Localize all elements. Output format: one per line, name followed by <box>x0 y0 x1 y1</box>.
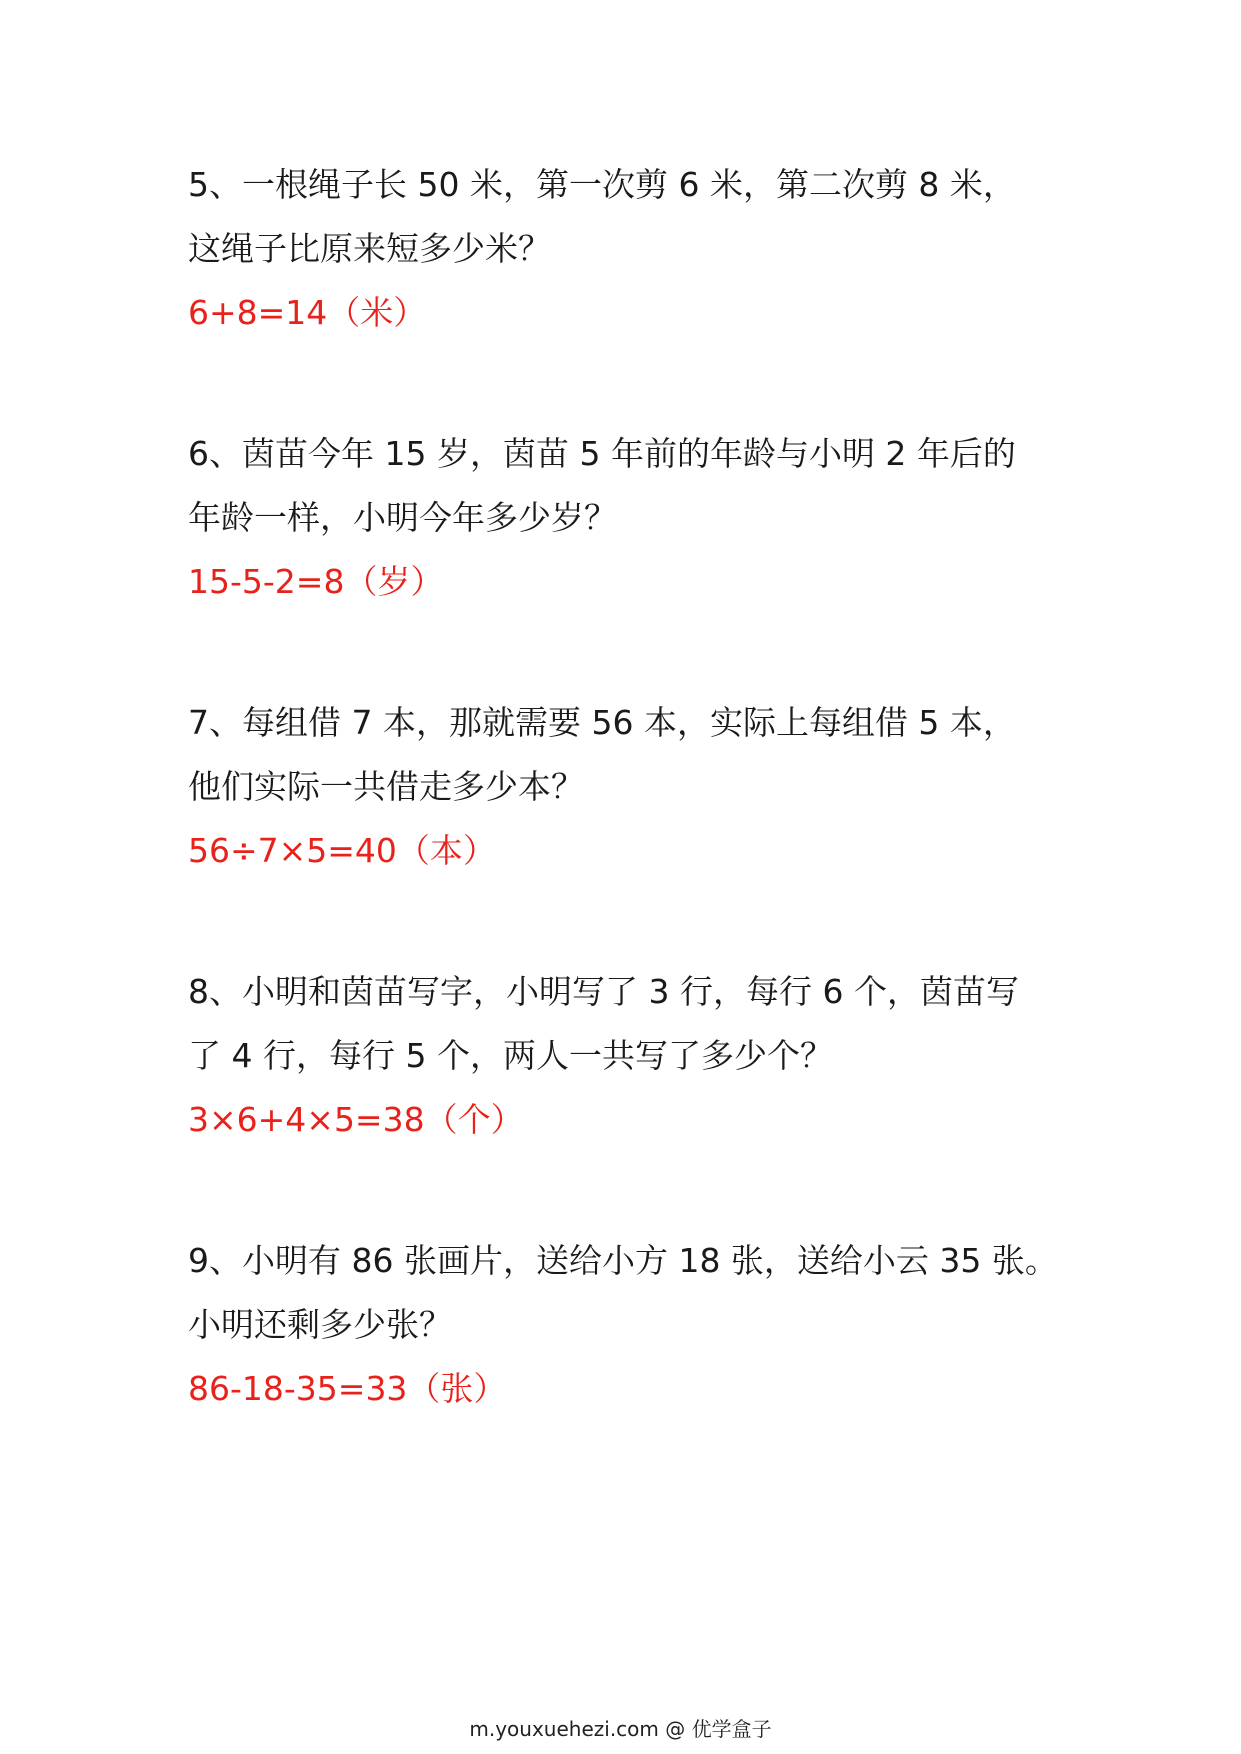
answer-line: 3×6+4×5=38（个） <box>188 1100 524 1139</box>
problem-8 <box>188 960 1088 1152</box>
problem-9 <box>188 1229 1088 1421</box>
problem-5 <box>188 153 1088 345</box>
question-line: 6、茵苗今年 15 岁，茵苗 5 年前的年龄与小明 2 年后的 <box>188 434 1016 473</box>
problem-6 <box>188 422 1088 614</box>
question-line: 8、小明和茵苗写字，小明写了 3 行，每行 6 个，茵苗写 <box>188 972 1019 1011</box>
question-line: 了 4 行，每行 5 个，两人一共写了多少个？ <box>188 1036 833 1075</box>
question-line: 他们实际一共借走多少本？ <box>188 767 584 806</box>
footer-watermark: m.youxuehezi.com @ 优学盒子 <box>469 1717 772 1741</box>
question-line: 年龄一样，小明今年多少岁？ <box>188 498 617 537</box>
answer-line: 86-18-35=33（张） <box>188 1369 507 1408</box>
answer-line: 56÷7×5=40（本） <box>188 831 496 870</box>
answer-line: 15-5-2=8（岁） <box>188 562 444 601</box>
question-line: 这绳子比原来短多少米？ <box>188 229 551 268</box>
problem-7 <box>188 691 1088 883</box>
question-line: 小明还剩多少张？ <box>188 1305 452 1344</box>
answer-line: 6+8=14（米） <box>188 293 427 332</box>
question-line: 7、每组借 7 本，那就需要 56 本，实际上每组借 5 本， <box>188 703 1016 742</box>
question-line: 5、一根绳子长 50 米，第一次剪 6 米，第二次剪 8 米， <box>188 165 1016 204</box>
question-line: 9、小明有 86 张画片，送给小方 18 张，送给小云 35 张。 <box>188 1241 1058 1280</box>
